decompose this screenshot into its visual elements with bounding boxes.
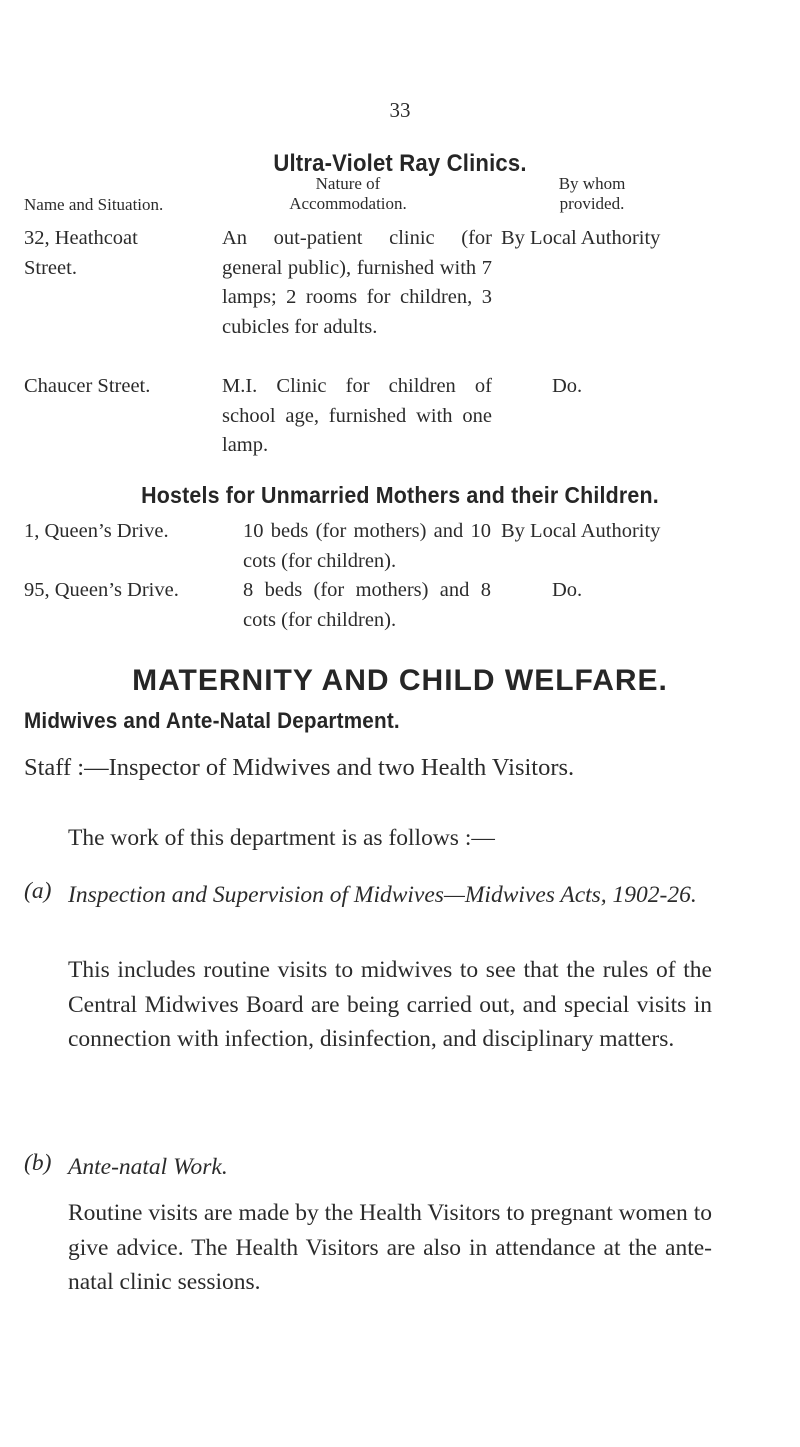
midwives-subheading: Midwives and Ante-Natal Department. — [24, 708, 400, 733]
row-by-whom: By Local Authority — [501, 520, 661, 542]
row-name: 32, Heathcoat Street. — [24, 227, 138, 279]
maternity-heading: MATERNITY AND CHILD WELFARE. — [132, 664, 668, 697]
row-nature: 10 beds (for mothers) and 10 cots (for children). — [243, 520, 491, 572]
item-title: Inspection and Supervision of Midwives—Midwives Acts, 1902-26. — [68, 882, 697, 908]
item-label: (b) — [24, 1150, 52, 1176]
row-nature: An out-patient clinic (for general public), furnished with 7 lamps; 2 rooms for children, 3 cubicles for adults. — [222, 227, 492, 338]
uv-clinics-heading: Ultra-Violet Ray Clinics. — [273, 150, 527, 177]
column-header-by-line1: By whom — [558, 174, 626, 193]
row-name: 95, Queen’s Drive. — [24, 579, 179, 601]
column-header-nature — [258, 174, 438, 214]
row-by-whom: Do. — [552, 579, 583, 601]
item-paragraph: This includes routine visits to midwives to see that the rules of the Central Midwives Board are being carried out, and special visits in connection with infection, disinfection, and disciplinary matters. — [68, 957, 712, 1053]
row-name: Chaucer Street. — [24, 375, 151, 397]
row-name: 1, Queen’s Drive. — [24, 520, 169, 542]
staff-line: Staff :—Inspector of Midwives and two Health Visitors. — [24, 754, 575, 781]
row-by-whom: By Local Authority — [501, 227, 661, 249]
item-label: (a) — [24, 878, 52, 904]
column-header-nature-line1: Nature of — [315, 174, 381, 193]
page-number: 33 — [389, 98, 411, 122]
row-nature: M.I. Clinic for children of school age, furnished with one lamp. — [222, 375, 492, 456]
column-header-by-whom — [532, 174, 652, 214]
item-title: Ante-natal Work. — [68, 1154, 228, 1180]
column-header-by-line2: provided. — [559, 194, 625, 213]
column-header-name: Name and Situation. — [24, 195, 164, 214]
row-nature: 8 beds (for mothers) and 8 cots (for children). — [243, 579, 491, 631]
hostels-heading: Hostels for Unmarried Mothers and their Children. — [141, 482, 659, 508]
column-header-nature-line2: Accommodation. — [289, 194, 407, 213]
intro-line: The work of this department is as follows :— — [68, 825, 495, 851]
row-by-whom: Do. — [552, 375, 583, 397]
item-paragraph: Routine visits are made by the Health Visitors to pregnant women to give advice. The Health Visitors are also in attendance at the ante-natal clinic sessions. — [68, 1200, 712, 1296]
